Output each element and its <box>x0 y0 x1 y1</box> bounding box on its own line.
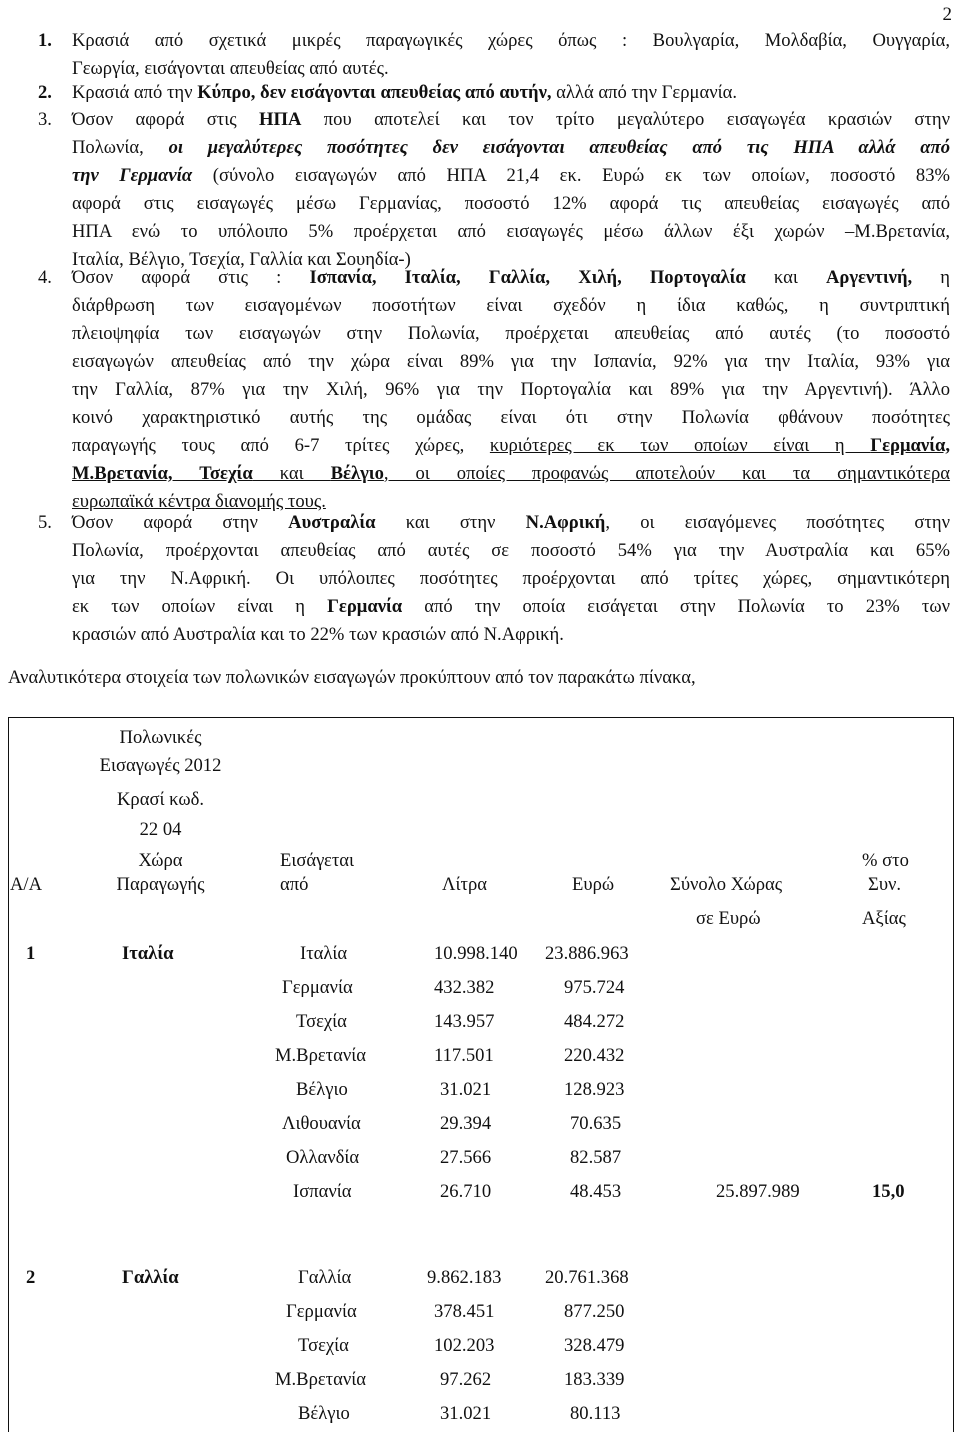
text-line: Πολωνία, προέρχονται απευθείας από αυτές σε ποσοστό 54% για την Αυστραλία και 65% <box>72 540 950 561</box>
list-number: 2. <box>38 82 52 103</box>
table-cell-liters: 26.710 <box>440 1181 492 1202</box>
table-cell-liters: 102.203 <box>434 1335 495 1356</box>
table-cell-euro: 484.272 <box>564 1011 625 1032</box>
text-line: πλειοψηφία των εισαγωγών στην Πολωνία, προέρχεται απευθείας από αυτές (το ποσοστό <box>72 323 950 344</box>
table-cell-from: Γερμανία <box>282 977 353 998</box>
header-title-line: Εισαγωγές 2012 <box>99 755 222 776</box>
table-cell-from: Λιθουανία <box>282 1113 361 1134</box>
table-cell-from: Ιταλία <box>300 943 348 964</box>
list-item-1 <box>38 27 950 87</box>
list-item-5 <box>38 509 950 649</box>
text-line: κοινό χαρακτηριστικό αυτής της ομάδας είναι ότι στην Πολωνία φθάνουν ποσότητες <box>72 407 950 428</box>
table-cell-liters: 432.382 <box>434 977 495 998</box>
table-cell-liters: 29.394 <box>440 1113 492 1134</box>
header-title-line: Πολωνικές <box>119 727 202 748</box>
text-line: Όσον αφορά στις : Ισπανία, Ιταλία, Γαλλία, Χιλή, Πορτογαλία και Αργεντινή, η <box>72 267 950 288</box>
list-number: 4. <box>38 267 52 288</box>
table-cell-euro: 82.587 <box>570 1147 622 1168</box>
table-cell-liters: 378.451 <box>434 1301 495 1322</box>
table-cell-euro: 328.479 <box>564 1335 625 1356</box>
table-cell-from: Τσεχία <box>298 1335 349 1356</box>
list-item-4 <box>38 264 950 514</box>
text-line: Γεωργία, εισάγονται απευθείας από αυτές. <box>72 58 389 79</box>
text-line: εισαγωγών απευθείας από την χώρα είναι 89% για την Ισπανία, 92% για την Ιταλία, 93% για <box>72 351 950 372</box>
table-cell-euro: 128.923 <box>564 1079 625 1100</box>
text-line: για την Ν.Αφρική. Οι υπόλοιπες ποσότητες προέρχονται από τρίτες χώρες, σημαντικότερη <box>72 568 950 589</box>
group-country: Ιταλία <box>122 943 174 964</box>
text-line: την Γαλλία, 87% για την Χιλή, 96% για την Πορτογαλία και 89% για την Αργεντινή). Άλλο <box>72 379 950 400</box>
group-aa: 2 <box>26 1267 36 1288</box>
table-cell-euro: 20.761.368 <box>545 1267 629 1288</box>
list-number: 3. <box>38 109 52 130</box>
table-cell-liters: 97.262 <box>440 1369 492 1390</box>
header-title-line: Κρασί κωδ. <box>117 789 204 810</box>
text-line: εκ των οποίων είναι η Γερμανία από την οποία εισάγεται στην Πολωνία το 23% των <box>72 596 950 617</box>
table-cell-from: Ισπανία <box>293 1181 352 1202</box>
group-aa: 1 <box>26 943 36 964</box>
header-title-line: Παραγωγής <box>116 874 205 895</box>
table-cell-euro: 80.113 <box>570 1403 621 1424</box>
text-line: κρασιών από Αυστραλία και το 22% των κρασιών από Ν.Αφρική. <box>72 624 564 645</box>
list-number: 1. <box>38 30 52 51</box>
list-number: 5. <box>38 512 52 533</box>
table-cell-euro: 48.453 <box>570 1181 622 1202</box>
text-line: αφορά στις εισαγωγές μέσω Γερμανίας, ποσοστό 12% αφορά τις απευθείας εισαγωγές από <box>72 193 950 214</box>
table-cell-euro: 220.432 <box>564 1045 625 1066</box>
text-line: ευρωπαϊκά κέντρα διανομής τους. <box>72 491 326 512</box>
header-liters: Λίτρα <box>442 874 487 895</box>
table-cell-euro: 70.635 <box>570 1113 622 1134</box>
text-line: Πολωνία, οι μεγαλύτερες ποσότητες δεν εισάγονται απευθείας από τις ΗΠΑ αλλά από <box>72 137 950 158</box>
table-cell-liters: 10.998.140 <box>434 943 518 964</box>
table-cell-from: Μ.Βρετανία <box>275 1045 367 1066</box>
table-cell-from: Γαλλία <box>298 1267 352 1288</box>
table-cell-liters: 117.501 <box>434 1045 494 1066</box>
header-title-line: Χώρα <box>138 850 183 871</box>
table-border-right <box>953 717 954 1432</box>
table-cell-from: Ολλανδία <box>286 1147 360 1168</box>
table-cell-country-total: 25.897.989 <box>716 1181 800 1202</box>
text-line: διάρθρωση των εισαγομένων ποσοτήτων είναι σχεδόν η ίδια καθώς, η συντριπτική <box>72 295 950 316</box>
text-line: Όσον αφορά στην Αυστραλία και στην Ν.Αφρική, οι εισαγόμενες ποσότητες στην <box>72 512 950 533</box>
page-number: 2 <box>942 4 952 25</box>
header-country-total: Σύνολο Χώρας <box>670 874 783 895</box>
table-cell-liters: 27.566 <box>440 1147 492 1168</box>
table-cell-liters: 31.021 <box>440 1403 492 1424</box>
table-intro: Αναλυτικότερα στοιχεία των πολωνικών εισαγωγών προκύπτουν από τον παρακάτω πίνακα, <box>8 667 696 688</box>
table-cell-euro: 877.250 <box>564 1301 625 1322</box>
header-share: Συν. <box>868 874 902 895</box>
list-item-2 <box>38 79 950 109</box>
header-country-total: σε Ευρώ <box>696 908 761 929</box>
text-line: Κρασιά από σχετικά μικρές παραγωγικές χώρες όπως : Βουλγαρία, Μολδαβία, Ουγγαρία, <box>72 30 950 51</box>
table-cell-from: Γερμανία <box>286 1301 357 1322</box>
text-line: Όσον αφορά στις ΗΠΑ που αποτελεί και τον τρίτο μεγαλύτερο εισαγωγέα κρασιών στην <box>72 109 950 130</box>
table-cell-from: Βέλγιο <box>298 1403 350 1424</box>
header-aa: Α/Α <box>10 874 43 895</box>
header-title-line: 22 04 <box>139 819 182 840</box>
table-border-left <box>8 717 9 1432</box>
text-line: παραγωγής τους από 6-7 τρίτες χώρες, κυριότερες εκ των οποίων είναι η Γερμανία, <box>72 435 950 456</box>
table-cell-from: Τσεχία <box>296 1011 347 1032</box>
text-line: Ιταλία, Βέλγιο, Τσεχία, Γαλλία και Σουηδία-) <box>72 249 411 270</box>
table-cell-euro: 183.339 <box>564 1369 625 1390</box>
group-country: Γαλλία <box>122 1267 179 1288</box>
list-item-3 <box>38 106 950 276</box>
header-imported-from: από <box>280 874 309 895</box>
text-line: Μ.Βρετανία, Τσεχία και Βέλγιο, οι οποίες προφανώς αποτελούν και τα σημαντικότερα <box>72 463 951 484</box>
table-cell-liters: 9.862.183 <box>427 1267 502 1288</box>
header-euro: Ευρώ <box>572 874 615 895</box>
header-imported-from: Εισάγεται <box>280 850 355 871</box>
header-share: Αξίας <box>862 908 906 929</box>
table-cell-liters: 143.957 <box>434 1011 495 1032</box>
table-cell-euro: 975.724 <box>564 977 625 998</box>
table-cell-from: Μ.Βρετανία <box>275 1369 367 1390</box>
table-border-top <box>8 717 954 718</box>
text-line: Κρασιά από την Κύπρο, δεν εισάγονται απευθείας από αυτήν, αλλά από την Γερμανία. <box>72 82 738 103</box>
table-cell-liters: 31.021 <box>440 1079 492 1100</box>
table-cell-euro: 23.886.963 <box>545 943 629 964</box>
table-cell-share: 15,0 <box>872 1181 905 1202</box>
text-line: ΗΠΑ ενώ το υπόλοιπο 5% προέρχεται από εισαγωγές μέσω άλλων έξι χωρών –Μ.Βρετανία, <box>72 221 950 242</box>
table-cell-from: Βέλγιο <box>296 1079 348 1100</box>
text-line: την Γερμανία (σύνολο εισαγωγών από ΗΠΑ 21,4 εκ. Ευρώ εκ των οποίων, ποσοστό 83% <box>72 165 950 186</box>
header-share: % στο <box>862 850 909 871</box>
